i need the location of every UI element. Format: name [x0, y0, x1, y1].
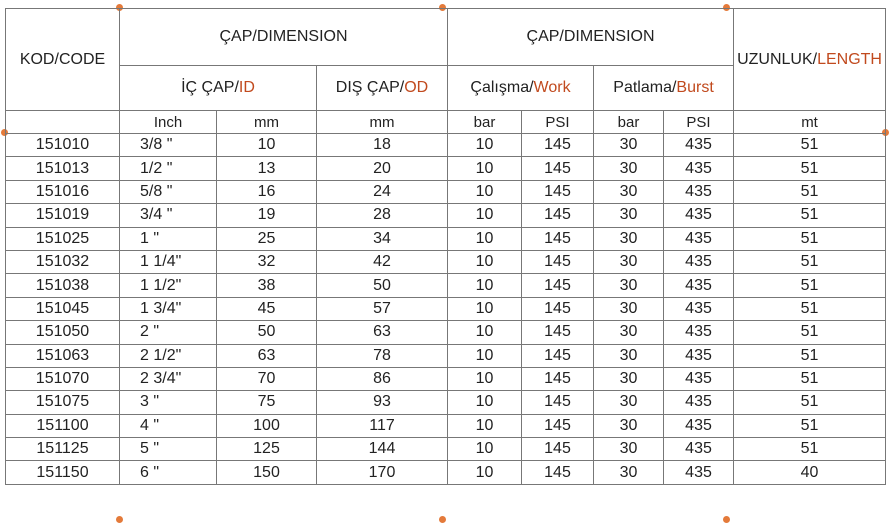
table-row: [6, 157, 886, 180]
header-outer-diameter: DIŞ ÇAP/OD: [317, 66, 448, 111]
id-mm-cell: 38: [217, 274, 317, 297]
work-psi-cell: 145: [522, 438, 594, 461]
work-psi-cell: 145: [522, 321, 594, 344]
header-burst-pressure: Patlama/Burst: [594, 66, 734, 111]
burst-bar-cell: 30: [594, 274, 664, 297]
burst-psi-cell: 435: [664, 134, 734, 157]
work-psi-cell: 145: [522, 297, 594, 320]
table-row: [6, 134, 886, 157]
work-bar-cell: 10: [448, 391, 522, 414]
table-row: [6, 461, 886, 484]
id-mm-cell: 63: [217, 344, 317, 367]
units-row: [6, 111, 886, 134]
table-row: [6, 367, 886, 390]
header-working-pressure: Çalışma/Work: [448, 66, 594, 111]
burst-psi-cell: 435: [664, 297, 734, 320]
work-bar-cell: 10: [448, 344, 522, 367]
inch-cell: 1 3/4": [120, 297, 217, 320]
work-bar-cell: 10: [448, 438, 522, 461]
code-cell: 151010: [6, 134, 120, 157]
length-cell: 40: [734, 461, 886, 484]
code-cell: 151100: [6, 414, 120, 437]
table-row: [6, 414, 886, 437]
work-psi-cell: 145: [522, 157, 594, 180]
inch-cell: 3/8 ": [120, 134, 217, 157]
burst-bar-cell: 30: [594, 414, 664, 437]
burst-bar-cell: 30: [594, 227, 664, 250]
inch-cell: 5/8 ": [120, 180, 217, 203]
od-mm-cell: 24: [317, 180, 448, 203]
table-row: [6, 204, 886, 227]
code-cell: 151016: [6, 180, 120, 203]
length-cell: 51: [734, 250, 886, 273]
burst-psi-cell: 435: [664, 274, 734, 297]
od-mm-cell: 86: [317, 367, 448, 390]
inch-cell: 2 3/4": [120, 367, 217, 390]
burst-psi-cell: 435: [664, 204, 734, 227]
table-row: [6, 274, 886, 297]
work-bar-cell: 10: [448, 157, 522, 180]
table-row: [6, 180, 886, 203]
id-mm-cell: 19: [217, 204, 317, 227]
od-mm-cell: 117: [317, 414, 448, 437]
od-mm-cell: 63: [317, 321, 448, 344]
burst-bar-cell: 30: [594, 367, 664, 390]
length-cell: 51: [734, 227, 886, 250]
burst-bar-cell: 30: [594, 204, 664, 227]
inch-cell: 3 ": [120, 391, 217, 414]
burst-psi-cell: 435: [664, 180, 734, 203]
od-mm-cell: 93: [317, 391, 448, 414]
unit-id-mm: mm: [217, 111, 317, 134]
code-cell: 151075: [6, 391, 120, 414]
length-cell: 51: [734, 204, 886, 227]
od-mm-cell: 34: [317, 227, 448, 250]
id-mm-cell: 32: [217, 250, 317, 273]
burst-bar-cell: 30: [594, 250, 664, 273]
code-cell: 151025: [6, 227, 120, 250]
length-cell: 51: [734, 180, 886, 203]
spec-table-container: [5, 8, 885, 520]
burst-bar-cell: 30: [594, 461, 664, 484]
burst-bar-cell: 30: [594, 438, 664, 461]
work-psi-cell: 145: [522, 204, 594, 227]
header-pressure-dimension: ÇAP/DIMENSION: [448, 9, 734, 66]
id-mm-cell: 25: [217, 227, 317, 250]
table-row: [6, 321, 886, 344]
unit-work-psi: PSI: [522, 111, 594, 134]
length-cell: 51: [734, 367, 886, 390]
length-cell: 51: [734, 157, 886, 180]
burst-bar-cell: 30: [594, 134, 664, 157]
od-mm-cell: 28: [317, 204, 448, 227]
burst-psi-cell: 435: [664, 227, 734, 250]
work-bar-cell: 10: [448, 461, 522, 484]
work-bar-cell: 10: [448, 274, 522, 297]
length-cell: 51: [734, 438, 886, 461]
table-row: [6, 250, 886, 273]
work-psi-cell: 145: [522, 414, 594, 437]
work-bar-cell: 10: [448, 367, 522, 390]
header-length: UZUNLUK/LENGTH: [734, 9, 886, 111]
work-bar-cell: 10: [448, 414, 522, 437]
inch-cell: 2 ": [120, 321, 217, 344]
inch-cell: 1 1/4": [120, 250, 217, 273]
work-psi-cell: 145: [522, 250, 594, 273]
id-mm-cell: 50: [217, 321, 317, 344]
spec-rows: [6, 134, 886, 485]
code-cell: 151063: [6, 344, 120, 367]
id-mm-cell: 16: [217, 180, 317, 203]
od-mm-cell: 78: [317, 344, 448, 367]
id-mm-cell: 13: [217, 157, 317, 180]
length-cell: 51: [734, 344, 886, 367]
inch-cell: 1 1/2": [120, 274, 217, 297]
code-cell: 151050: [6, 321, 120, 344]
code-cell: 151125: [6, 438, 120, 461]
work-psi-cell: 145: [522, 274, 594, 297]
burst-psi-cell: 435: [664, 461, 734, 484]
table-row: [6, 227, 886, 250]
burst-psi-cell: 435: [664, 250, 734, 273]
id-mm-cell: 125: [217, 438, 317, 461]
table-row: [6, 391, 886, 414]
id-mm-cell: 150: [217, 461, 317, 484]
length-cell: 51: [734, 321, 886, 344]
length-cell: 51: [734, 391, 886, 414]
work-bar-cell: 10: [448, 180, 522, 203]
length-cell: 51: [734, 274, 886, 297]
work-psi-cell: 145: [522, 461, 594, 484]
table-row: [6, 297, 886, 320]
header-dimension: ÇAP/DIMENSION: [120, 9, 448, 66]
inch-cell: 3/4 ": [120, 204, 217, 227]
code-cell: 151019: [6, 204, 120, 227]
burst-bar-cell: 30: [594, 297, 664, 320]
unit-work-bar: bar: [448, 111, 522, 134]
od-mm-cell: 170: [317, 461, 448, 484]
work-bar-cell: 10: [448, 297, 522, 320]
id-mm-cell: 100: [217, 414, 317, 437]
unit-od-mm: mm: [317, 111, 448, 134]
burst-bar-cell: 30: [594, 157, 664, 180]
code-cell: 151032: [6, 250, 120, 273]
id-mm-cell: 45: [217, 297, 317, 320]
code-cell: 151013: [6, 157, 120, 180]
burst-psi-cell: 435: [664, 344, 734, 367]
od-mm-cell: 50: [317, 274, 448, 297]
header-inner-diameter: İÇ ÇAP/ID: [120, 66, 317, 111]
id-mm-cell: 70: [217, 367, 317, 390]
burst-bar-cell: 30: [594, 180, 664, 203]
unit-burst-bar: bar: [594, 111, 664, 134]
work-psi-cell: 145: [522, 227, 594, 250]
od-mm-cell: 42: [317, 250, 448, 273]
code-cell: 151070: [6, 367, 120, 390]
hose-spec-table: [5, 8, 886, 485]
od-mm-cell: 18: [317, 134, 448, 157]
length-cell: 51: [734, 297, 886, 320]
length-cell: 51: [734, 134, 886, 157]
work-psi-cell: 145: [522, 391, 594, 414]
work-psi-cell: 145: [522, 344, 594, 367]
burst-psi-cell: 435: [664, 321, 734, 344]
unit-cell-empty: [6, 111, 120, 134]
inch-cell: 1/2 ": [120, 157, 217, 180]
inch-cell: 6 ": [120, 461, 217, 484]
inch-cell: 5 ": [120, 438, 217, 461]
length-cell: 51: [734, 414, 886, 437]
inch-cell: 2 1/2": [120, 344, 217, 367]
id-mm-cell: 75: [217, 391, 317, 414]
burst-psi-cell: 435: [664, 438, 734, 461]
work-bar-cell: 10: [448, 321, 522, 344]
code-cell: 151038: [6, 274, 120, 297]
burst-psi-cell: 435: [664, 414, 734, 437]
work-bar-cell: 10: [448, 134, 522, 157]
burst-bar-cell: 30: [594, 344, 664, 367]
work-bar-cell: 10: [448, 250, 522, 273]
code-cell: 151045: [6, 297, 120, 320]
od-mm-cell: 20: [317, 157, 448, 180]
od-mm-cell: 144: [317, 438, 448, 461]
burst-bar-cell: 30: [594, 321, 664, 344]
work-psi-cell: 145: [522, 180, 594, 203]
inch-cell: 4 ": [120, 414, 217, 437]
inch-cell: 1 ": [120, 227, 217, 250]
work-psi-cell: 145: [522, 134, 594, 157]
table-row: [6, 438, 886, 461]
work-bar-cell: 10: [448, 227, 522, 250]
burst-psi-cell: 435: [664, 391, 734, 414]
burst-bar-cell: 30: [594, 391, 664, 414]
unit-burst-psi: PSI: [664, 111, 734, 134]
code-cell: 151150: [6, 461, 120, 484]
burst-psi-cell: 435: [664, 157, 734, 180]
unit-inch: Inch: [120, 111, 217, 134]
id-mm-cell: 10: [217, 134, 317, 157]
od-mm-cell: 57: [317, 297, 448, 320]
work-bar-cell: 10: [448, 204, 522, 227]
burst-psi-cell: 435: [664, 367, 734, 390]
work-psi-cell: 145: [522, 367, 594, 390]
unit-length-mt: mt: [734, 111, 886, 134]
header-code: KOD/CODE: [6, 9, 120, 111]
table-row: [6, 344, 886, 367]
